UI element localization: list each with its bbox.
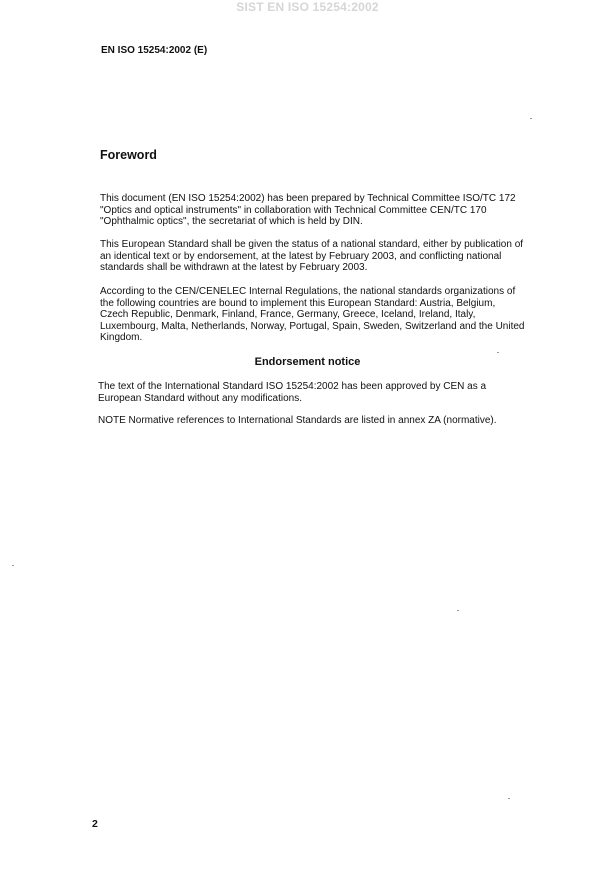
foreword-paragraph-2: This European Standard shall be given the status of a national standard, either by publication of an identical text or by endorsement, at the latest by February 2003, and conflicting national standards shall be withdrawn at the latest by February 2003.	[100, 239, 524, 274]
watermark: SIST EN ISO 15254:2002	[236, 0, 379, 14]
document-header: EN ISO 15254:2002 (E)	[101, 45, 208, 56]
scan-speck	[530, 118, 532, 119]
foreword-paragraph-1: This document (EN ISO 15254:2002) has been prepared by Technical Committee ISO/TC 172 "Optics and optical instruments" in collaboration with Technical Committee CEN/TC 170 "Ophthalmic optics", the secretariat of which is held by DIN.	[100, 193, 516, 228]
foreword-paragraph-3: According to the CEN/CENELEC Internal Regulations, the national standards organizations of the following countries are bound to implement this European Standard: Austria, Belgium, Czech Republic, Denmark, Finland, France, Germany, Greece, Iceland, Ireland, Italy, Luxembourg, Malta, Netherlands, Norway, Portugal, Spain, Sweden, Switzerland and the United Kingdom.	[100, 286, 525, 344]
foreword-heading: Foreword	[100, 148, 157, 162]
scan-speck	[508, 798, 510, 799]
endorsement-heading: Endorsement notice	[254, 356, 361, 368]
page-number: 2	[92, 818, 98, 830]
scan-speck	[497, 352, 499, 353]
endorsement-paragraph: The text of the International Standard ISO 15254:2002 has been approved by CEN as a European Standard without any modifications.	[98, 381, 487, 404]
scan-speck	[457, 610, 459, 611]
scan-speck	[12, 565, 14, 566]
endorsement-note: NOTE Normative references to International Standards are listed in annex ZA (normative).	[98, 415, 497, 426]
